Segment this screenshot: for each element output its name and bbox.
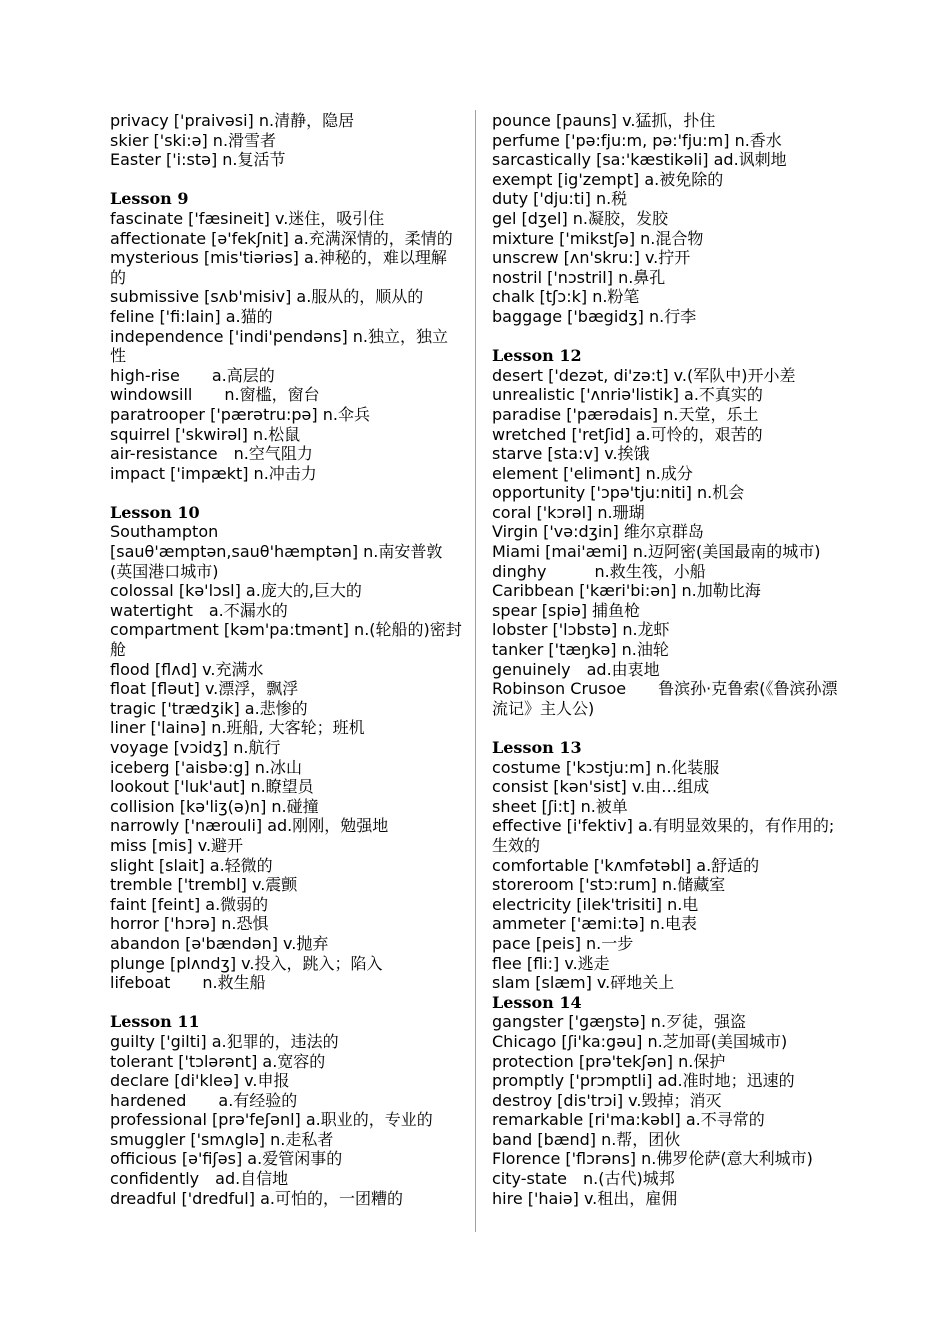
column-divider xyxy=(475,110,476,1232)
vocabulary-entry: collision [kə'liʒ(ə)n] n.碰撞 xyxy=(110,796,319,816)
vocabulary-entry: colossal [kə'lɔsl] a.庞大的,巨大的 xyxy=(110,581,362,601)
lesson-heading: Lesson 10 xyxy=(110,502,200,522)
vocabulary-entry: faint [feint] a.微弱的 xyxy=(110,894,269,914)
vocabulary-entry: opportunity ['ɔpə'tju:niti] n.机会 xyxy=(492,483,745,503)
vocabulary-entry: privacy ['praivəsi] n.清静，隐居 xyxy=(110,111,355,130)
vocabulary-entry: exempt [ig'zempt] a.被免除的 xyxy=(492,169,724,189)
vocabulary-entry: smuggler ['smʌglə] n.走私者 xyxy=(110,1129,334,1149)
vocabulary-entry: tremble ['trembl] v.震颤 xyxy=(110,875,298,895)
vocabulary-entry: paratrooper ['pærətru:pə] n.伞兵 xyxy=(110,404,370,424)
vocabulary-entry: dinghy n.救生筏，小船 xyxy=(492,561,706,581)
vocabulary-entry: Florence ['flɔrəns] n.佛罗伦萨(意大利城市) xyxy=(492,1149,813,1169)
vocabulary-entry: affectionate [ə'fekʃnit] a.充满深情的，柔情的 xyxy=(110,228,453,248)
blank-line xyxy=(110,993,462,1013)
vocabulary-entry: hardened a.有经验的 xyxy=(110,1090,298,1110)
vocabulary-entry: Virgin ['və:dʒin] 维尔京群岛 xyxy=(492,522,704,542)
vocabulary-entry: air-resistance n.空气阻力 xyxy=(110,444,313,464)
vocabulary-entry: band [bænd] n.帮，团伙 xyxy=(492,1129,681,1149)
vocabulary-entry: Miami [mai'æmi] n.迈阿密(美国最南的城市) xyxy=(492,542,821,562)
lesson-heading: Lesson 13 xyxy=(492,738,582,757)
vocabulary-entry: desert ['dezət, di'zə:t] v.(军队中)开小差 xyxy=(492,365,796,385)
vocabulary-entry: feline ['fi:lain] a.猫的 xyxy=(110,306,273,326)
vocabulary-entry: element ['elimənt] n.成分 xyxy=(492,463,693,483)
vocabulary-entry: unscrew [ʌn'skru:] v.拧开 xyxy=(492,248,691,268)
vocabulary-entry: Chicago [ʃi'ka:gəu] n.芝加哥(美国城市) xyxy=(492,1031,788,1051)
vocabulary-entry: hire ['haiə] v.租出，雇佣 xyxy=(492,1188,678,1208)
vocabulary-entry: declare [di'kleə] v.申报 xyxy=(110,1071,290,1091)
vocabulary-entry: submissive [sʌb'misiv] a.服从的，顺从的 xyxy=(110,287,424,307)
vocabulary-entry: flee [fli:] v.逃走 xyxy=(492,953,610,973)
blank-line xyxy=(492,718,850,738)
vocabulary-entry: confidently ad.自信地 xyxy=(110,1169,289,1189)
vocabulary-entry: Easter ['i:stə] n.复活节 xyxy=(110,150,286,170)
vocabulary-entry: miss [mis] v.避开 xyxy=(110,835,244,855)
vocabulary-entry: effective [i'fektiv] a.有明显效果的，有作用的; 生效的 xyxy=(492,816,835,855)
lesson-heading: Lesson 12 xyxy=(492,346,582,366)
vocabulary-entry: liner ['lainə] n.班船, 大客轮；班机 xyxy=(110,718,365,738)
vocabulary-entry: skier ['ski:ə] n.滑雪者 xyxy=(110,130,277,150)
vocabulary-entry: mysterious [mis'tiəriəs] a.神秘的，难以理解的 xyxy=(110,248,447,287)
vocabulary-entry: gel [dʒel] n.凝胶，发胶 xyxy=(492,208,669,228)
vocabulary-entry: slam [slæm] v.砰地关上 xyxy=(492,973,675,993)
vocabulary-entry: paradise ['pærədais] n.天堂，乐土 xyxy=(492,404,759,424)
lesson-heading: Lesson 9 xyxy=(110,189,189,209)
vocabulary-entry: squirrel ['skwirəl] n.松鼠 xyxy=(110,424,301,444)
vocabulary-entry: protection [prə'tekʃən] n.保护 xyxy=(492,1051,726,1071)
blank-line xyxy=(492,327,850,347)
vocabulary-entry: dreadful ['dredful] a.可怕的，一团糟的 xyxy=(110,1188,403,1208)
vocabulary-entry: guilty ['gilti] a.犯罪的，违法的 xyxy=(110,1031,339,1051)
vocabulary-entry: abandon [ə'bændən] v.抛弃 xyxy=(110,933,329,953)
vocabulary-entry: narrowly ['nærouli] ad.刚刚，勉强地 xyxy=(110,816,389,836)
vocabulary-entry: high-rise a.高层的 xyxy=(110,365,275,385)
vocabulary-entry: duty ['dju:ti] n.税 xyxy=(492,189,628,209)
vocabulary-entry: fascinate ['fæsineit] v.迷住，吸引住 xyxy=(110,208,385,228)
right-column xyxy=(492,111,850,1208)
vocabulary-entry: iceberg ['aisbə:g] n.冰山 xyxy=(110,757,302,777)
vocabulary-entry: ammeter ['æmi:tə] n.电表 xyxy=(492,914,698,934)
vocabulary-entry: city-state n.(古代)城邦 xyxy=(492,1169,675,1189)
vocabulary-entry: remarkable [ri'ma:kəbl] a.不寻常的 xyxy=(492,1110,765,1130)
vocabulary-entry: flood [flʌd] v.充满水 xyxy=(110,659,264,679)
vocabulary-entry: perfume ['pə:fju:m, pə:'fju:m] n.香水 xyxy=(492,130,782,150)
vocabulary-entry: consist [kən'sist] v.由…组成 xyxy=(492,777,710,797)
blank-line xyxy=(110,170,462,190)
vocabulary-entry: unrealistic ['ʌnriə'listik] a.不真实的 xyxy=(492,385,763,405)
vocabulary-entry: lookout ['luk'aut] n.瞭望员 xyxy=(110,777,314,797)
vocabulary-entry: gangster ['gæŋstə] n.歹徒，强盗 xyxy=(492,1012,747,1032)
vocabulary-entry: [sauθ'æmptən,sauθ'hæmptən] n.南安普敦(英国港口城市) xyxy=(110,542,443,581)
vocabulary-entry: impact ['impækt] n.冲击力 xyxy=(110,463,317,483)
vocabulary-entry: lobster ['lɔbstə] n.龙虾 xyxy=(492,620,670,640)
vocabulary-entry: sarcastically [sa:'kæstikəli] ad.讽刺地 xyxy=(492,150,787,170)
vocabulary-entry: compartment [kəm'pa:tmənt] n.(轮船的)密封舱 xyxy=(110,620,462,660)
vocabulary-entry: windowsill n.窗槛，窗台 xyxy=(110,385,320,405)
vocabulary-entry: spear [spiə] 捕鱼枪 xyxy=(492,600,641,620)
vocabulary-entry: tanker ['tæŋkə] n.油轮 xyxy=(492,640,669,660)
vocabulary-entry: lifeboat n.救生船 xyxy=(110,973,266,993)
vocabulary-entry: pace [peis] n.一步 xyxy=(492,933,634,953)
vocabulary-entry: comfortable ['kʌmfətəbl] a.舒适的 xyxy=(492,855,760,875)
vocabulary-entry: coral ['kɔrəl] n.珊瑚 xyxy=(492,502,645,522)
lesson-heading: Lesson 11 xyxy=(110,1012,200,1032)
vocabulary-entry: slight [slait] a.轻微的 xyxy=(110,855,273,875)
vocabulary-entry: destroy [dis'trɔi] v.毁掉；消灭 xyxy=(492,1090,722,1110)
blank-line xyxy=(110,483,462,503)
vocabulary-entry: Southampton xyxy=(110,522,219,542)
vocabulary-entry: electricity [ilek'trisiti] n.电 xyxy=(492,894,699,914)
vocabulary-entry: officious [ə'fiʃəs] a.爱管闲事的 xyxy=(110,1149,343,1169)
vocabulary-entry: professional [prə'feʃənl] a.职业的，专业的 xyxy=(110,1110,433,1130)
vocabulary-entry: baggage ['bægidʒ] n.行李 xyxy=(492,306,697,326)
vocabulary-entry: plunge [plʌndʒ] v.投入，跳入；陷入 xyxy=(110,953,383,973)
vocabulary-entry: Robinson Crusoe 鲁滨孙·克鲁索(《鲁滨孙漂流记》主人公) xyxy=(492,679,838,718)
vocabulary-entry: starve [sta:v] v.挨饿 xyxy=(492,444,650,464)
vocabulary-entry: voyage [vɔidʒ] n.航行 xyxy=(110,738,281,757)
vocabulary-entry: independence ['indi'pendəns] n.独立，独立性 xyxy=(110,326,448,366)
vocabulary-entry: chalk [tʃɔ:k] n.粉笔 xyxy=(492,287,640,307)
vocabulary-entry: wretched ['retʃid] a.可怜的，艰苦的 xyxy=(492,424,763,444)
vocabulary-entry: horror ['hɔrə] n.恐惧 xyxy=(110,914,269,934)
vocabulary-entry: mixture ['mikstʃə] n.混合物 xyxy=(492,228,704,248)
vocabulary-entry: pounce [pauns] v.猛抓，扑住 xyxy=(492,111,716,130)
vocabulary-entry: tolerant ['tɔlərənt] a.宽容的 xyxy=(110,1051,326,1071)
lesson-heading: Lesson 14 xyxy=(492,992,582,1012)
vocabulary-entry: genuinely ad.由衷地 xyxy=(492,659,660,679)
vocabulary-entry: costume ['kɔstju:m] n.化装服 xyxy=(492,757,720,777)
vocabulary-entry: sheet [ʃi:t] n.被单 xyxy=(492,796,628,816)
vocabulary-entry: float [fləut] v.漂浮，飘浮 xyxy=(110,679,299,699)
vocabulary-entry: storeroom ['stɔ:rum] n.储藏室 xyxy=(492,875,726,895)
vocabulary-entry: nostril ['nɔstril] n.鼻孔 xyxy=(492,267,666,287)
vocabulary-entry: tragic ['trædʒik] a.悲惨的 xyxy=(110,698,308,718)
vocabulary-entry: watertight a.不漏水的 xyxy=(110,600,288,620)
vocabulary-entry: promptly ['prɔmptli] ad.准时地；迅速的 xyxy=(492,1071,795,1091)
vocabulary-entry: Caribbean ['kæri'bi:ən] n.加勒比海 xyxy=(492,581,761,601)
left-column xyxy=(110,111,462,1208)
